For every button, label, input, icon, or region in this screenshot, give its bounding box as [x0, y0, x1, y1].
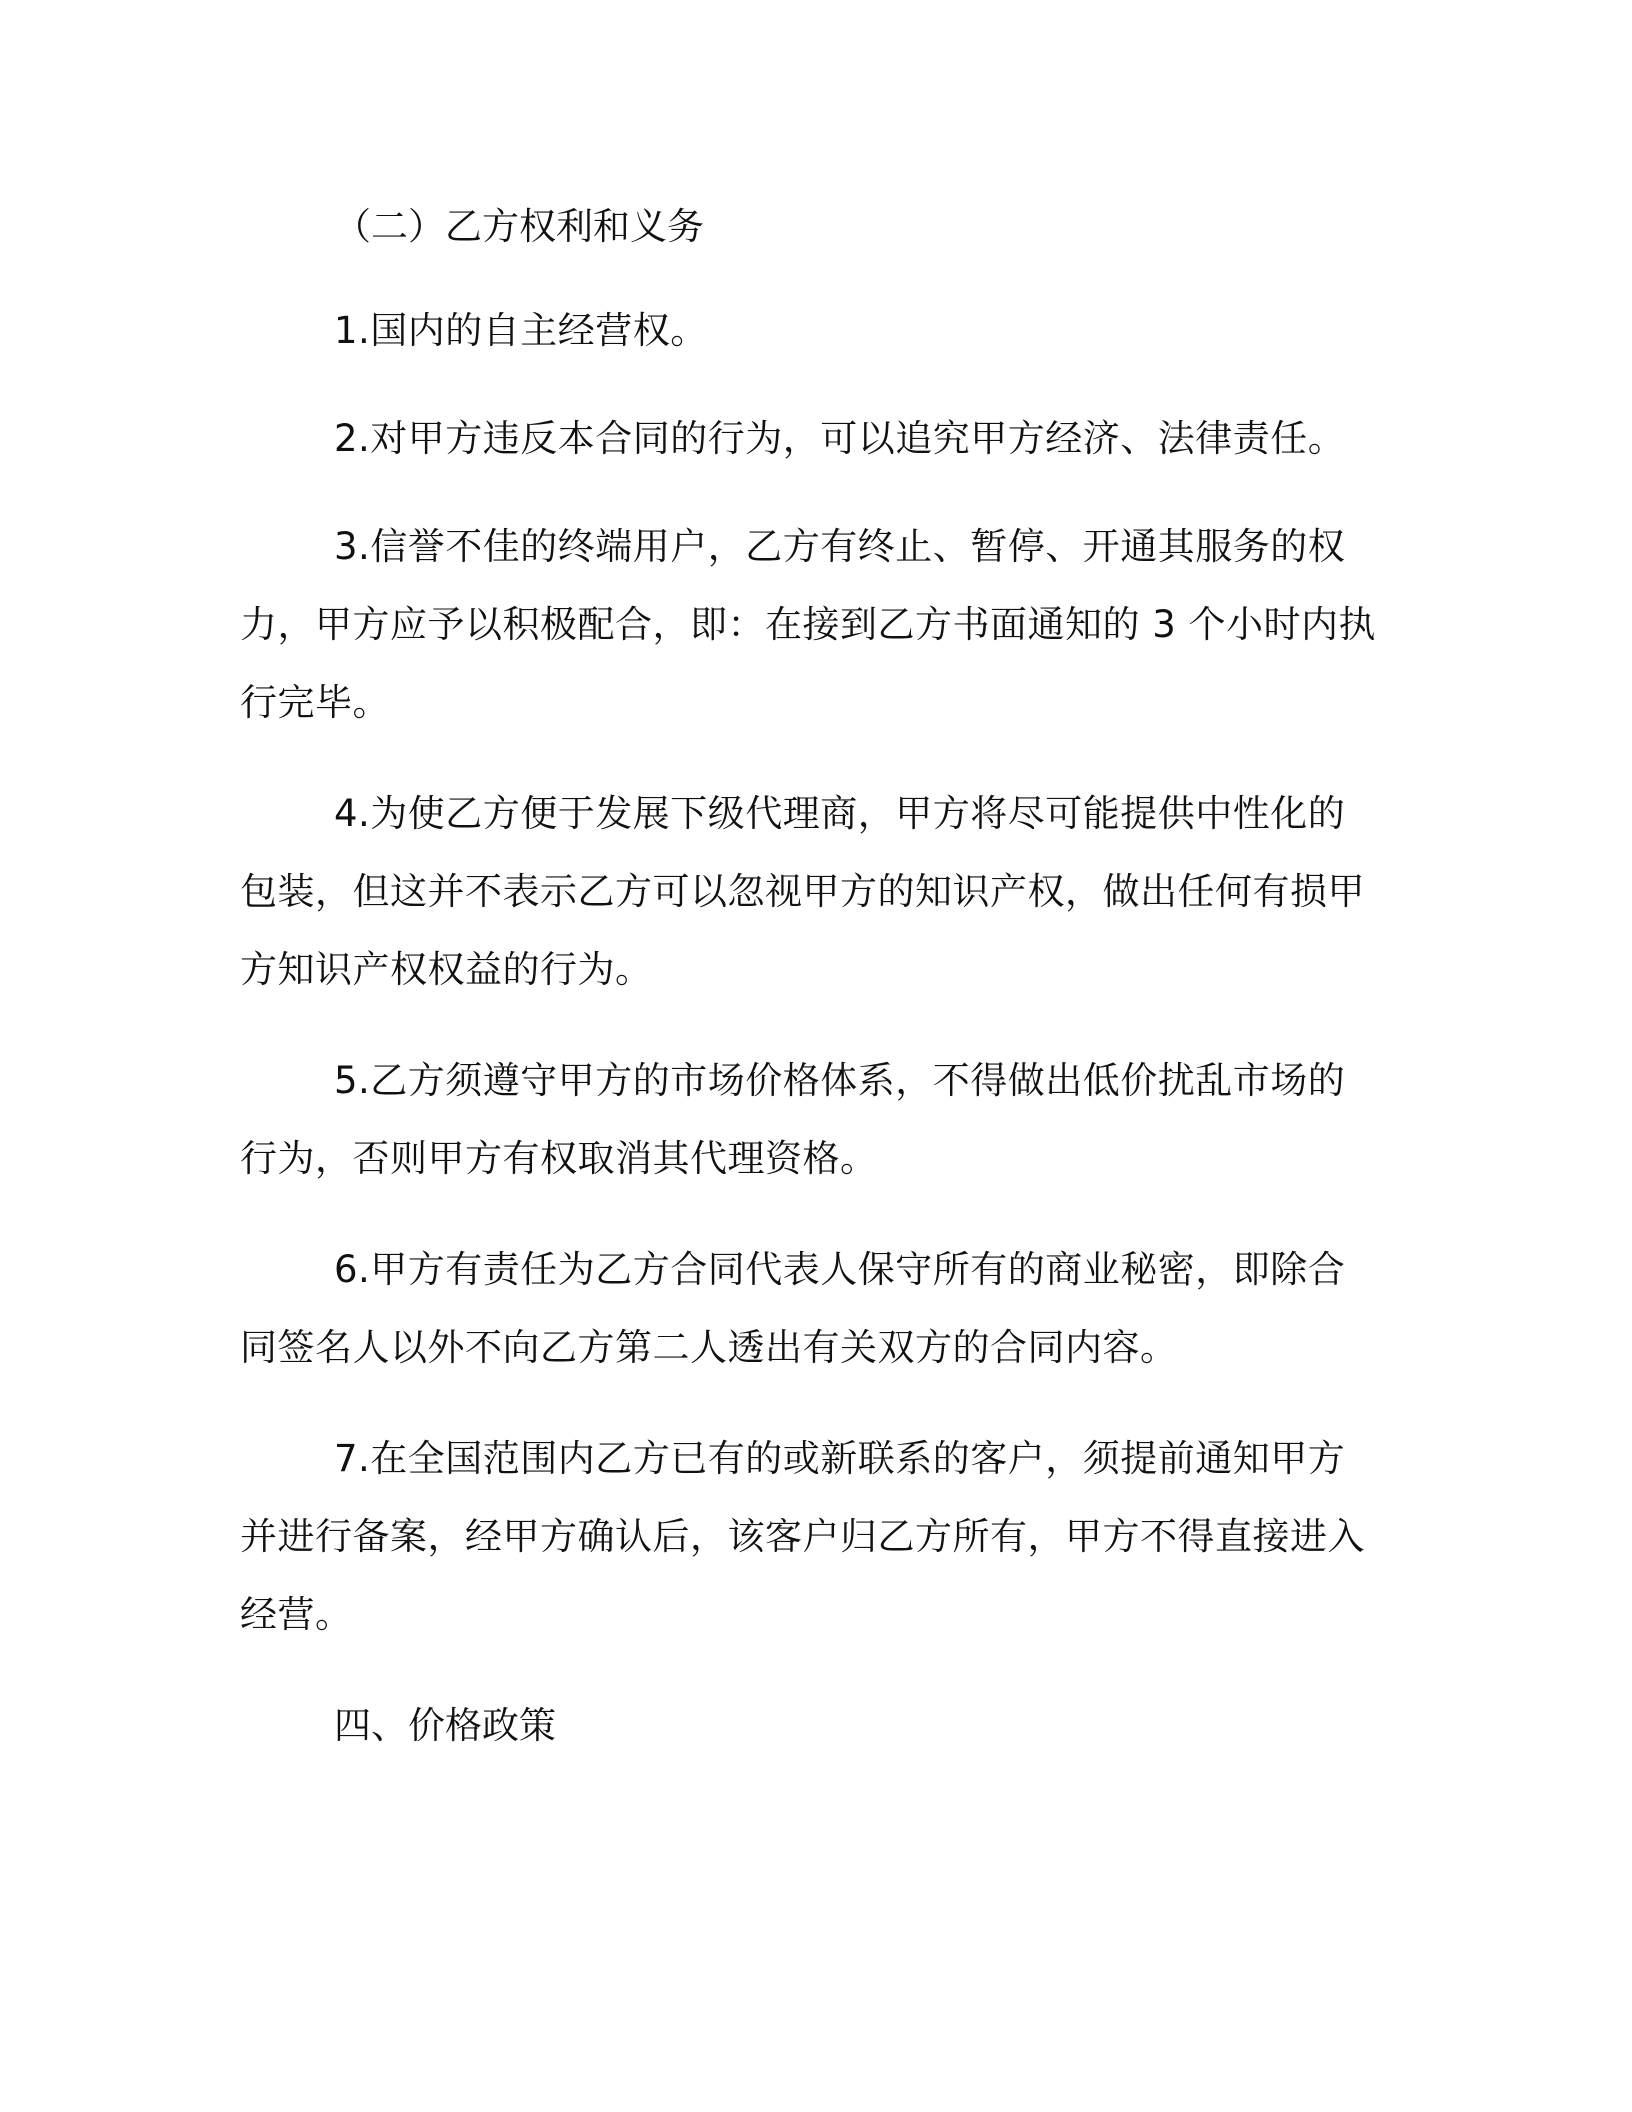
clause-3: 3.信誉不佳的终端用户，乙方有终止、暂停、开通其服务的权力，甲方应予以积极配合，即：在接到乙方书面通知的 3 个小时内执行完毕。: [240, 525, 1377, 724]
clause-5: 5.乙方须遵守甲方的市场价格体系，不得做出低价扰乱市场的行为，否则甲方有权取消其代理资格。: [240, 1059, 1346, 1180]
section-title: （二）乙方权利和义务: [334, 205, 704, 248]
clause-6: 6.甲方有责任为乙方合同代表人保守所有的商业秘密，即除合同签名人以外不向乙方第二人透出有关双方的合同内容。: [240, 1248, 1346, 1369]
next-section-title: 四、价格政策: [334, 1704, 556, 1747]
clause-2: 2.对甲方违反本合同的行为，可以追究甲方经济、法律责任。: [334, 417, 1346, 460]
clause-7: 7.在全国范围内乙方已有的或新联系的客户，须提前通知甲方并进行备案，经甲方确认后，该客户归乙方所有，甲方不得直接进入经营。: [240, 1437, 1365, 1636]
document-body: [240, 188, 1380, 1765]
clause-1: 1.国内的自主经营权。: [334, 309, 708, 352]
clause-4: 4.为使乙方便于发展下级代理商，甲方将尽可能提供中性化的包装，但这并不表示乙方可以忽视甲方的知识产权，做出任何有损甲方知识产权权益的行为。: [240, 792, 1365, 991]
